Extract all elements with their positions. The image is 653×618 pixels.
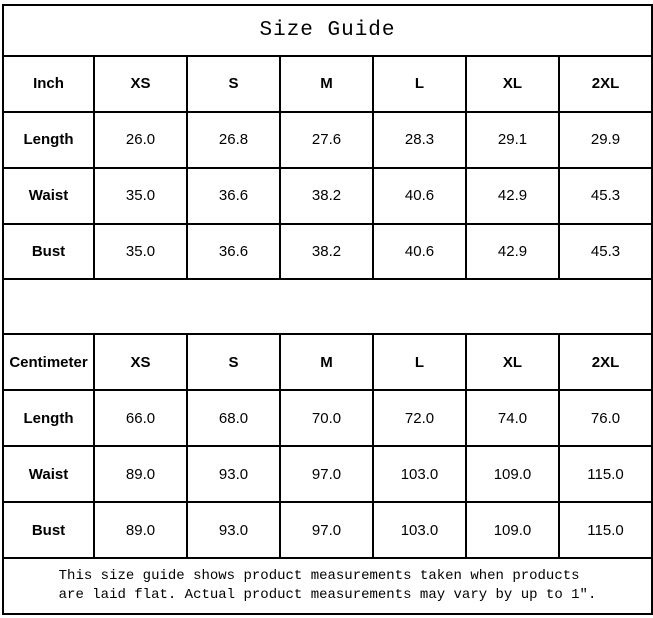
row-label-bust: Bust bbox=[3, 224, 94, 280]
size-cell: 38.2 bbox=[280, 224, 373, 280]
size-cell: 76.0 bbox=[559, 390, 652, 446]
size-cell: 97.0 bbox=[280, 446, 373, 502]
size-cell: 72.0 bbox=[373, 390, 466, 446]
size-cell: 42.9 bbox=[466, 224, 559, 280]
size-cell: 70.0 bbox=[280, 390, 373, 446]
cm-header-row bbox=[3, 334, 652, 390]
cm-size-l: L bbox=[373, 334, 466, 390]
size-cell: 97.0 bbox=[280, 502, 373, 558]
cm-size-xs: XS bbox=[94, 334, 187, 390]
inch-length-row bbox=[3, 112, 652, 168]
size-cell: 29.1 bbox=[466, 112, 559, 168]
size-cell: 26.0 bbox=[94, 112, 187, 168]
row-label-length: Length bbox=[3, 112, 94, 168]
size-cell: 42.9 bbox=[466, 168, 559, 224]
size-cell: 45.3 bbox=[559, 224, 652, 280]
cm-size-m: M bbox=[280, 334, 373, 390]
cm-unit-label: Centimeter bbox=[3, 334, 94, 390]
size-cell: 68.0 bbox=[187, 390, 280, 446]
inch-size-2xl: 2XL bbox=[559, 56, 652, 112]
size-cell: 36.6 bbox=[187, 224, 280, 280]
inch-waist-row bbox=[3, 168, 652, 224]
size-cell: 66.0 bbox=[94, 390, 187, 446]
size-guide-table bbox=[2, 4, 653, 615]
spacer-row bbox=[3, 279, 652, 334]
footer-note-line2: are laid flat. Actual product measurements may vary by up to 1″. bbox=[58, 587, 597, 603]
size-cell: 40.6 bbox=[373, 168, 466, 224]
inch-size-s: S bbox=[187, 56, 280, 112]
cm-length-row bbox=[3, 390, 652, 446]
size-cell: 74.0 bbox=[466, 390, 559, 446]
size-cell: 115.0 bbox=[559, 446, 652, 502]
row-label-bust: Bust bbox=[3, 502, 94, 558]
size-cell: 115.0 bbox=[559, 502, 652, 558]
size-cell: 40.6 bbox=[373, 224, 466, 280]
size-cell: 26.8 bbox=[187, 112, 280, 168]
size-cell: 93.0 bbox=[187, 502, 280, 558]
footer-note-line1: This size guide shows product measurements taken when products bbox=[58, 568, 580, 584]
inch-bust-row bbox=[3, 224, 652, 280]
cm-waist-row bbox=[3, 446, 652, 502]
cm-size-xl: XL bbox=[466, 334, 559, 390]
row-label-length: Length bbox=[3, 390, 94, 446]
footer-note-row bbox=[3, 558, 652, 614]
size-cell: 35.0 bbox=[94, 224, 187, 280]
row-label-waist: Waist bbox=[3, 168, 94, 224]
size-cell: 38.2 bbox=[280, 168, 373, 224]
inch-unit-label: Inch bbox=[3, 56, 94, 112]
inch-size-m: M bbox=[280, 56, 373, 112]
spacer-cell bbox=[3, 279, 652, 334]
size-cell: 109.0 bbox=[466, 502, 559, 558]
size-cell: 36.6 bbox=[187, 168, 280, 224]
page-title: Size Guide bbox=[3, 5, 652, 56]
title-row bbox=[3, 5, 652, 56]
row-label-waist: Waist bbox=[3, 446, 94, 502]
size-cell: 35.0 bbox=[94, 168, 187, 224]
size-cell: 89.0 bbox=[94, 446, 187, 502]
cm-size-s: S bbox=[187, 334, 280, 390]
cm-size-2xl: 2XL bbox=[559, 334, 652, 390]
footer-note-text bbox=[59, 567, 597, 605]
footer-note bbox=[3, 558, 652, 614]
cm-bust-row bbox=[3, 502, 652, 558]
size-cell: 103.0 bbox=[373, 446, 466, 502]
size-cell: 28.3 bbox=[373, 112, 466, 168]
inch-size-xs: XS bbox=[94, 56, 187, 112]
size-cell: 27.6 bbox=[280, 112, 373, 168]
inch-size-xl: XL bbox=[466, 56, 559, 112]
size-cell: 93.0 bbox=[187, 446, 280, 502]
size-cell: 109.0 bbox=[466, 446, 559, 502]
inch-header-row bbox=[3, 56, 652, 112]
size-cell: 103.0 bbox=[373, 502, 466, 558]
size-cell: 29.9 bbox=[559, 112, 652, 168]
inch-size-l: L bbox=[373, 56, 466, 112]
size-cell: 45.3 bbox=[559, 168, 652, 224]
size-cell: 89.0 bbox=[94, 502, 187, 558]
